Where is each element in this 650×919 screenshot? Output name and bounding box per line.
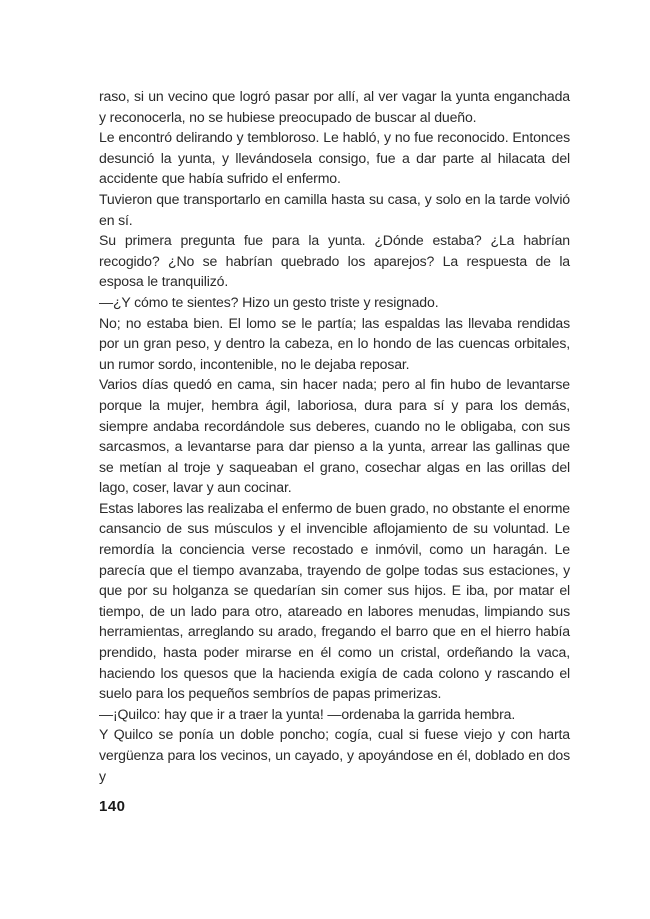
paragraph: No; no estaba bien. El lomo se le partía; las espaldas las llevaba rendidas por un gran peso, y dentro la cabeza, en lo hondo de las cuencas orbitales, un rumor sordo, incontenible, no le dejaba reposar. — [99, 314, 570, 372]
paragraph: Tuvieron que transportarlo en camilla hasta su casa, y solo en la tarde volvió en sí. — [99, 190, 570, 228]
paragraph: Y Quilco se ponía un doble poncho; cogía, cual si fuese viejo y con harta vergüenza para los vecinos, un cayado, y apoyándose en él, doblado en dos y — [99, 726, 570, 784]
paragraph: Varios días quedó en cama, sin hacer nada; pero al fin hubo de levantarse porque la mujer, hembra ágil, laboriosa, dura para sí y para los demás, siempre andaba recordándole sus deberes, cuando no le obligaba, con sus sarcasmos, a levantarse para dar pienso a la yunta, arrear las gallinas que se metían al troje y saqueaban el grano, cosechar algas en las orillas del lago, coser, lavar y aun cocinar. — [99, 376, 570, 496]
paragraph: Le encontró delirando y tembloroso. Le habló, y no fue reconocido. Entonces desunció la yunta, y llevándosela consigo, fue a dar parte al hilacata del accidente que había sufrido el enfermo. — [99, 129, 570, 187]
paragraph: —¡Quilco: hay que ir a traer la yunta! —ordenaba la garrida hembra. — [99, 705, 516, 722]
paragraph: Estas labores las realizaba el enfermo de buen grado, no obstante el enorme cansancio de sus músculos y el invencible aflojamiento de su voluntad. Le remordía la conciencia verse recostado e inmóvil, como un haragán. Le parecía que el tiempo avanzaba, trayendo de golpe todas sus estaciones, y que por su holganza se quedarían sin comer sus hijos. E iba, por matar el tiempo, de un lado para otro, atareado en labores menudas, limpiando sus herramientas, arreglando su arado, fregando el barro que en el hierro había prendido, hasta poder mirarse en él como un cristal, ordeñando la vaca, haciendo los quesos que la hacienda exigía de cada colono y rascando el suelo para los pequeños sembríos de papas primerizas. — [99, 499, 570, 702]
paragraph: —¿Y cómo te sientes? Hizo un gesto triste y resignado. — [99, 293, 439, 310]
paragraph: raso, si un vecino que logró pasar por allí, al ver vagar la yunta enganchada y reconocerla, no se hubiese preocupado de buscar al dueño. — [99, 88, 570, 125]
page-number: 140 — [99, 798, 126, 815]
paragraph: Su primera pregunta fue para la yunta. ¿Dónde estaba? ¿La habrían recogido? ¿No se habrían quebrado los aparejos? La respuesta de la esposa le tranquilizó. — [99, 232, 570, 290]
body-text — [99, 86, 570, 786]
